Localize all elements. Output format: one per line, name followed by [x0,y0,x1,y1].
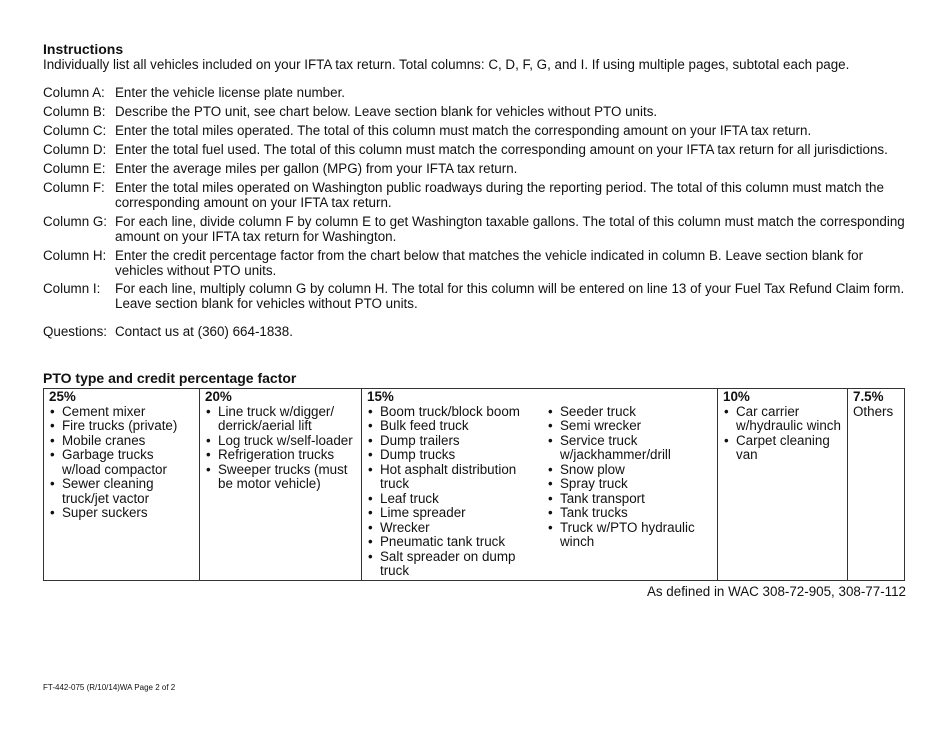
list-item: • Wrecker [367,521,547,536]
vehicle-list [547,405,713,579]
column-label: Column H: [43,248,107,263]
vehicle-list [205,405,357,492]
list-item: • Lime spreader [367,506,547,521]
list-item: • Fire trucks (private) [49,419,195,434]
column-text: Enter the total miles operated. The total of this column must match the corresponding amount on your IFTA tax return. [115,123,812,138]
column-e-instruction [43,161,913,176]
instructions-intro: Individually list all vehicles included on your IFTA tax return. Total columns: C, D, F, G, and I. If using multiple pages, subtotal each page. [43,57,850,72]
column-text: Describe the PTO unit, see chart below. Leave section blank for vehicles without PTO units. [115,104,658,119]
list-item: • Tank trucks [547,506,713,521]
column-label: Column D: [43,142,107,157]
column-text: Enter the credit percentage factor from the chart below that matches the vehicle indicated in column B. Leave section blank for vehicles without PTO units. [115,248,864,278]
list-item: • Service truck w/jackhammer/drill [547,434,713,463]
pto-column-15 [361,389,717,580]
list-item: • Semi wrecker [547,419,713,434]
pto-column-7-5 [847,389,904,580]
list-item: • Salt spreader on dump truck [367,550,547,579]
column-g-instruction [43,214,913,244]
list-item: • Mobile cranes [49,434,195,449]
pto-column-10 [717,389,847,580]
questions-line [43,324,913,339]
list-item: • Refrigeration trucks [205,448,357,463]
list-item: • Tank transport [547,492,713,507]
list-item: • Dump trucks [367,448,547,463]
column-text: Enter the vehicle license plate number. [115,85,346,100]
column-label: Column E: [43,161,106,176]
instructions-heading: Instructions [43,41,124,57]
list-item: • Car carrier w/hydraulic winch [723,405,843,434]
list-item: • Spray truck [547,477,713,492]
column-label: Column F: [43,180,105,195]
questions-text: Contact us at (360) 664-1838. [115,324,293,339]
questions-label: Questions: [43,324,108,339]
pct-label: 10% [723,389,750,404]
pto-column-25 [44,389,199,580]
column-label: Column I: [43,281,101,296]
list-item: • Carpet cleaning van [723,434,843,463]
pto-heading: PTO type and credit percentage factor [43,370,297,386]
column-c-instruction [43,123,913,138]
list-item: • Boom truck/block boom [367,405,547,420]
column-d-instruction [43,142,913,157]
list-item: • Hot asphalt distribution truck [367,463,547,492]
form-id: FT-442-075 (R/10/14)WA Page 2 of 2 [43,683,176,692]
column-label: Column G: [43,214,107,229]
list-item: • Super suckers [49,506,195,521]
column-text: Enter the total fuel used. The total of this column must match the corresponding amount on your IFTA tax return for all jurisdictions. [115,142,888,157]
list-item: • Bulk feed truck [367,419,547,434]
column-text: Enter the total miles operated on Washington public roadways during the reporting period. The total of this column must match the corresponding amount on your IFTA tax return. [115,180,884,210]
pto-table [43,388,905,581]
list-item: • Truck w/PTO hydraulic winch [547,521,713,550]
others-text: Others [853,403,894,419]
list-item: • Snow plow [547,463,713,478]
pct-label: 7.5% [853,389,884,404]
column-text: For each line, divide column F by column E to get Washington taxable gallons. The total of this column must match the corresponding amount on your IFTA tax return for Washington. [115,214,905,244]
column-text: For each line, multiply column G by column H. The total for this column will be entered on line 13 of your Fuel Tax Refund Claim form. Leave section blank for vehicles without PTO units. [115,281,905,311]
vehicle-list-group [367,405,713,579]
column-label: Column C: [43,123,107,138]
column-i-instruction [43,281,913,311]
pct-label: 20% [205,389,232,404]
vehicle-list [49,405,195,521]
wac-note: As defined in WAC 308-72-905, 308-77-112 [646,584,906,599]
list-item: • Sweeper trucks (must be motor vehicle) [205,463,357,492]
column-label: Column A: [43,85,105,100]
pct-label: 15% [367,389,394,404]
list-item: • Leaf truck [367,492,547,507]
pct-label: 25% [49,389,76,404]
column-b-instruction [43,104,913,119]
vehicle-list [723,405,843,463]
column-text: Enter the average miles per gallon (MPG) from your IFTA tax return. [115,161,518,176]
list-item: • Pneumatic tank truck [367,535,547,550]
list-item: • Sewer cleaning truck/jet vactor [49,477,195,506]
list-item: • Line truck w/digger/ derrick/aerial lift [205,405,357,434]
column-h-instruction [43,248,913,278]
list-item: • Dump trailers [367,434,547,449]
list-item: • Cement mixer [49,405,195,420]
list-item: • Seeder truck [547,405,713,420]
vehicle-list [367,405,547,579]
column-a-instruction [43,85,913,100]
pto-column-20 [199,389,361,580]
list-item: • Log truck w/self-loader [205,434,357,449]
list-item: • Garbage trucks w/load compactor [49,448,195,477]
column-label: Column B: [43,104,106,119]
column-f-instruction [43,180,913,210]
